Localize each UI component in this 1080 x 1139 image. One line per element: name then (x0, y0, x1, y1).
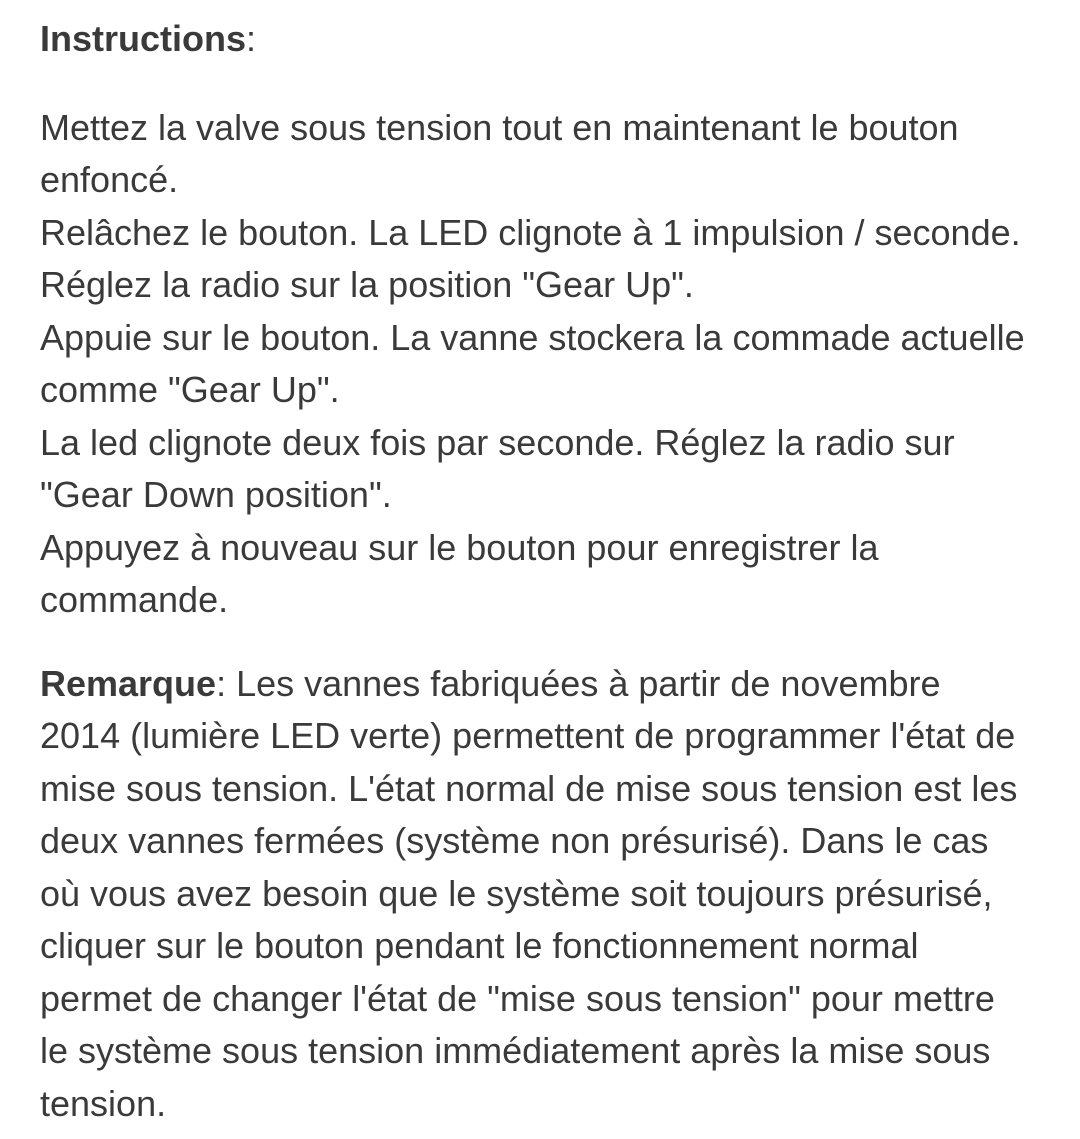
note-line: tension. (40, 1082, 167, 1124)
note-line: permet de changer l'état de "mise sous tension" pour mettre (40, 977, 995, 1019)
instruction-line: Mettez la valve sous tension tout en maintenant le bouton (40, 106, 959, 148)
note-paragraph (40, 658, 1042, 1131)
note-line: cliquer sur le bouton pendant le fonctionnement normal (40, 925, 919, 966)
instruction-line: La led clignote deux fois par seconde. Réglez la radio sur (40, 421, 955, 463)
instruction-line: Appuyez à nouveau sur le bouton pour enregistrer la (40, 526, 879, 568)
note-line: où vous avez besoin que le système soit toujours présurisé, (40, 872, 993, 914)
instructions-paragraph (40, 102, 1042, 627)
instruction-line: Relâchez le bouton. La LED clignote à 1 impulsion / seconde. (40, 211, 1021, 253)
note-line: mise sous tension. L'état normal de mise sous tension est les (40, 767, 1018, 809)
note-line: 2014 (lumière LED verte) permettent de programmer l'état de (40, 715, 1016, 756)
instruction-line: Réglez la radio sur la position "Gear Up". (40, 264, 694, 305)
instruction-line: "Gear Down position". (40, 474, 392, 515)
instruction-line: commande. (40, 579, 229, 620)
note-label: Remarque (40, 662, 217, 704)
note-line: deux vannes fermées (système non présurisé). Dans le cas (40, 820, 989, 861)
instructions-heading-label: Instructions (40, 18, 247, 59)
instruction-line: comme "Gear Up". (40, 369, 340, 410)
instruction-line: enfoncé. (40, 159, 179, 200)
instruction-line: Appuie sur le bouton. La vanne stockera la commade actuelle (40, 316, 1025, 358)
note-first-line-rest: : Les vannes fabriquées à partir de novembre (216, 662, 941, 704)
instructions-heading-suffix: : (246, 18, 257, 59)
note-line: le système sous tension immédiatement après la mise sous (40, 1030, 991, 1071)
note-first-line (40, 658, 1042, 711)
instructions-heading (40, 13, 1042, 66)
